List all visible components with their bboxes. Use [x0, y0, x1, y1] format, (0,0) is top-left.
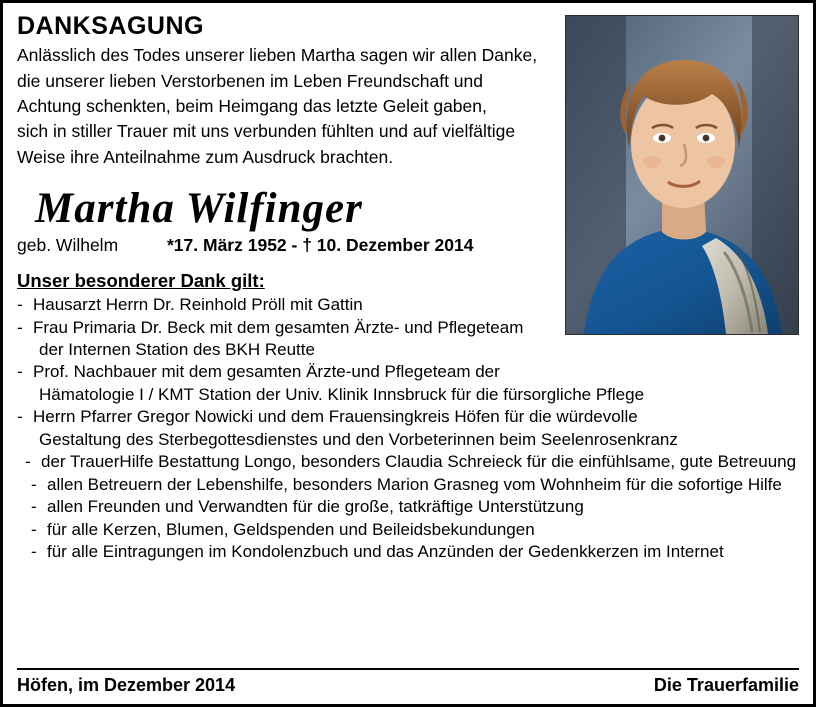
page-title: DANKSAGUNG [17, 12, 204, 40]
list-item [17, 317, 799, 362]
footer-place-date: Höfen, im Dezember 2014 [17, 675, 236, 695]
list-item [17, 406, 799, 451]
intro-line: Weise ihre Anteilnahme zum Ausdruck brachten. [17, 146, 394, 167]
list-item-line1: Herrn Pfarrer Gregor Nowicki und dem Frauensingkreis Höfen für die würdevolle [33, 407, 638, 427]
list-item [31, 474, 799, 496]
list-item-line1: für alle Kerzen, Blumen, Geldspenden und Beileidsbekundungen [47, 519, 535, 539]
intro-line: Achtung schenkten, beim Heimgang das letzte Geleit gaben, [17, 96, 487, 116]
intro-paragraph [17, 43, 537, 170]
list-item [31, 496, 799, 518]
dash-bullet: - [17, 317, 23, 337]
list-item-line1: für alle Eintragungen im Kondolenzbuch und das Anzünden der Gedenkkerzen im Internet [47, 541, 724, 561]
list-item-line1: allen Freunden und Verwandten für die große, tatkräftige Unterstützung [47, 497, 584, 517]
list-item [31, 519, 799, 541]
list-item-line2: Gestaltung des Sterbegottesdienstes und den Vorbeterinnen beim Seelenrosenkranz [39, 429, 678, 449]
list-item-line1: Prof. Nachbauer mit dem gesamten Ärzte-und Pflegeteam der [33, 362, 500, 382]
dash-bullet: - [17, 295, 23, 315]
portrait-photo [565, 15, 799, 335]
list-item [17, 294, 799, 316]
deceased-dates-row [17, 235, 537, 256]
portrait-image [566, 16, 798, 334]
dash-bullet: - [17, 362, 23, 382]
maiden-name: geb. Wilhelm [17, 235, 119, 256]
list-item-line1: allen Betreuern der Lebenshilfe, besonders Marion Grasneg vom Wohnheim für die sofortige Hilfe [47, 474, 782, 494]
dash-bullet: - [25, 452, 31, 472]
thanks-list [17, 294, 799, 563]
footer-signature: Die Trauerfamilie [653, 675, 799, 695]
dash-bullet: - [17, 407, 23, 427]
dash-bullet: - [31, 541, 37, 561]
intro-line: Anlässlich des Todes unserer lieben Martha sagen wir allen Danke, [17, 45, 538, 66]
intro-line: sich in stiller Trauer mit uns verbunden fühlten und auf vielfältige [17, 121, 516, 142]
intro-line: die unserer lieben Verstorbenen im Leben Freundschaft und [17, 70, 483, 91]
list-item-line1: Frau Primaria Dr. Beck mit dem gesamten Ärzte- und Pflegeteam [33, 317, 524, 337]
list-item [31, 541, 799, 563]
list-item [17, 361, 799, 406]
dash-bullet: - [31, 497, 37, 517]
list-item-line2: Hämatologie I / KMT Station der Univ. Klinik Innsbruck für die fürsorgliche Pflege [39, 384, 645, 404]
lifespan-dates: *17. März 1952 - † 10. Dezember 2014 [167, 235, 474, 256]
dash-bullet: - [31, 474, 37, 494]
footer [17, 668, 799, 696]
deceased-name: Martha Wilfinger [35, 185, 363, 233]
thanks-section-title: Unser besonderer Dank gilt: [17, 270, 265, 292]
list-item [25, 451, 799, 473]
list-item-line2: der Internen Station des BKH Reutte [39, 340, 315, 359]
list-item-line1: Hausarzt Herrn Dr. Reinhold Pröll mit Gattin [33, 295, 363, 315]
list-item-line1: der TrauerHilfe Bestattung Longo, besonders Claudia Schreieck für die einfühlsame, gute Betreuung [41, 452, 797, 472]
dash-bullet: - [31, 519, 37, 539]
